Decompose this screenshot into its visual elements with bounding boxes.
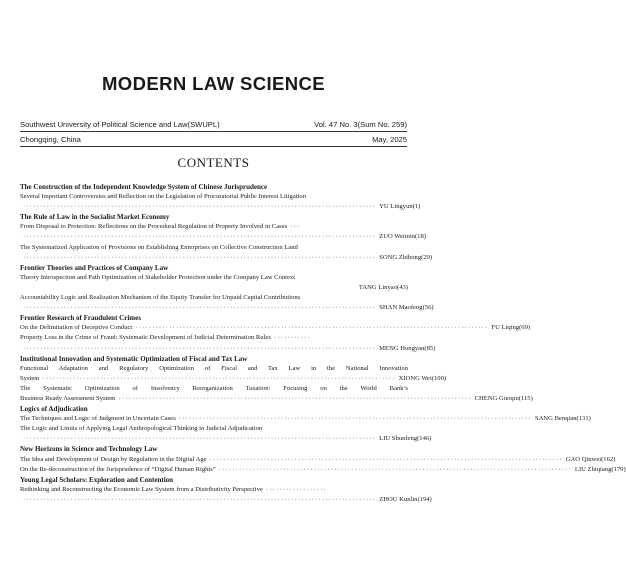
article-entry: [20, 465, 626, 475]
section-title: Frontier Theories and Practices of Company Law: [20, 263, 169, 272]
article-author: CHENG Guoqin(115): [474, 394, 533, 402]
section-title: The Construction of the Independent Knowledge System of Chinese Jurisprudence: [20, 183, 268, 191]
issue-date: May, 2025: [372, 135, 407, 144]
article-title[interactable]: The Techniques and Logic of Judgment in Uncertain Cases: [20, 415, 176, 423]
dot-leader: ········································································································: [118, 394, 472, 402]
article-title[interactable]: Accountability Logic and Realization Mechanism of the Equity Transfer for Unpaid Capital Contributions: [20, 294, 301, 302]
article-title[interactable]: Theory Introspection and Path Optimization of Stakeholder Protection under the Company Law Context: [20, 273, 296, 281]
dot-leader: ········································································································: [23, 344, 377, 352]
article-author: XIONG Wei(100): [398, 374, 447, 382]
article-author: GAO Qinwei(162): [565, 455, 616, 463]
article-entry: [20, 485, 408, 495]
section-title: New Horizons in Science and Technology Law: [20, 445, 158, 454]
article-author: ZUO Weimin(18): [379, 233, 426, 241]
article-author: SANG Benqian(131): [534, 415, 591, 423]
section-title: Logics of Adjudication: [20, 405, 88, 414]
place: Chongqing, China: [20, 135, 81, 144]
article-title[interactable]: Property Loss in the Crime of Fraud: Systematic Development of Judicial Determination Rules: [20, 334, 271, 342]
article-entry: [20, 333, 408, 343]
article-entry: [20, 303, 434, 313]
dot-leader: ········································································································: [135, 324, 489, 332]
article-entry: [20, 434, 432, 444]
article-entry: [20, 323, 531, 333]
article-author: ZHOU Kunlin(194): [379, 495, 432, 503]
article-entry: [20, 253, 433, 263]
article-entry: [20, 222, 408, 232]
table-of-contents: [20, 182, 626, 505]
article-title[interactable]: The Systematic Optimization of Insolvency Reorganization Taxation: Focusing on the World Bank’s: [20, 384, 408, 392]
section-title: The Rule of Law in the Socialist Market Economy: [20, 213, 170, 222]
dot-leader: ··················: [265, 485, 327, 493]
dot-leader: ········································································································: [42, 374, 396, 382]
article-entry: [20, 455, 616, 465]
dot-leader: ···: [290, 223, 301, 231]
journal-title: MODERN LAW SCIENCE: [101, 73, 326, 94]
article-author: SONG Zhihong(29): [379, 253, 433, 261]
dot-leader: ········································································································: [209, 455, 563, 463]
article-title[interactable]: From Disposal to Protection: Reflections on the Procedural Regulation of Property Involved in Cases: [20, 223, 288, 231]
header-divider-1: [20, 131, 407, 132]
article-title[interactable]: On the Re-deconstruction of the Jurisprudence of “Digital Human Rights”: [20, 465, 216, 473]
dot-leader: ········································································································: [23, 435, 377, 443]
article-title[interactable]: Rethinking and Reconstructing the Economic Law System from a Distributivity Perspective: [20, 485, 263, 493]
dot-leader: ········································································································: [23, 233, 377, 241]
article-title[interactable]: The Systematized Application of Provisions on Establishing Enterprises on Collective Construction Land: [20, 243, 298, 251]
article-title-continued[interactable]: System: [20, 374, 40, 382]
article-entry: [20, 495, 432, 505]
article-author: LIU Zhiqiang(179): [574, 465, 626, 473]
article-author: MENG Hongyan(85): [379, 344, 436, 352]
article-title[interactable]: On the Delimitation of Deceptive Conduct: [20, 324, 133, 332]
article-entry: [20, 344, 436, 354]
volume-issue: Vol. 47 No. 3(Sum No. 259): [314, 120, 407, 129]
article-author: LIU Shunfeng(146): [379, 435, 432, 443]
article-entry: [20, 283, 408, 293]
journal-meta-row-2: [20, 134, 407, 145]
article-author: SHAN Maofeng(56): [379, 304, 434, 312]
section-title: Frontier Research of Fraudulent Crimes: [20, 314, 141, 323]
article-entry: [20, 394, 533, 404]
article-author: TANG Linyao(43): [358, 283, 408, 291]
article-title[interactable]: The Idea and Development of Design by Regulation in the Digital Age: [20, 455, 207, 463]
article-entry: [20, 232, 426, 242]
article-author: FU Liqing(69): [491, 324, 531, 332]
contents-heading: CONTENTS: [177, 155, 250, 170]
article-title[interactable]: Several Important Controversies and Reflection on the Legislation of Procuratorial Public Interest Litigation: [20, 193, 307, 201]
section-title: Institutional Innovation and Systematic Optimization of Fiscal and Tax Law: [20, 354, 248, 363]
dot-leader: ········································································································: [218, 465, 572, 473]
article-author: YU Lingyun(1): [379, 203, 421, 211]
section-title: Young Legal Scholars: Exploration and Contention: [20, 475, 174, 484]
header-divider-2: [20, 146, 407, 147]
article-entry: [20, 202, 421, 212]
dot-leader: ···········: [273, 334, 312, 342]
dot-leader: ········································································································: [178, 415, 532, 423]
article-title[interactable]: Functional Adaptation and Regulatory Optimization of Fiscal and Tax Law in the National Innovation: [20, 364, 408, 372]
article-title[interactable]: The Logic and Limits of Applying Legal Anthropological Thinking in Judicial Adjudication: [20, 425, 263, 433]
article-entry: [20, 414, 591, 424]
publisher: Southwest University of Political Science and Law(SWUPL): [20, 120, 220, 129]
dot-leader: ········································································································: [23, 203, 377, 211]
dot-leader: ········································································································: [23, 253, 377, 261]
article-title-continued[interactable]: Business Ready Assessment System: [20, 394, 116, 402]
dot-leader: ········································································································: [23, 304, 377, 312]
article-entry: [20, 374, 447, 384]
journal-meta-row-1: [20, 119, 407, 130]
dot-leader: ········································································································: [23, 495, 377, 503]
